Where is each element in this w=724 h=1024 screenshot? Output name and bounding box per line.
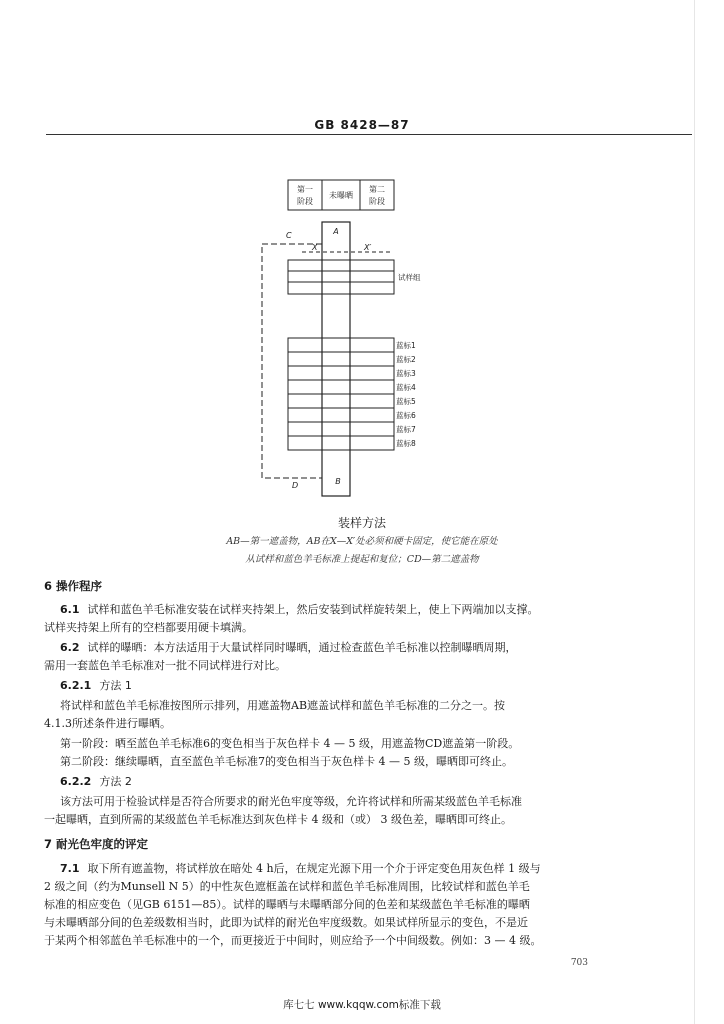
sample-group — [288, 260, 394, 294]
top-label-stage2-line2: 阶段 — [369, 197, 385, 206]
para-6-2-1-stage2: 第二阶段：继续曝晒，直至蓝色羊毛标准7的变色相当于灰色样卡 4 — 5 级，曝晒即可终止。 — [60, 755, 513, 768]
letter-a: A — [333, 227, 339, 236]
para-6-2-1-line2: 4.1.3所述条件进行曝晒。 — [44, 717, 171, 730]
para-7-1-line2: 2 级之间（约为Munsell N 5）的中性灰色遮框盖在试样和蓝色羊毛标准周围，比较试样和蓝色羊毛 — [44, 880, 530, 893]
para-6-1-text1: 试样和蓝色羊毛标准安装在试样夹持架上，然后安装到试样旋转架上，使上下两端加以支撑。 — [87, 603, 539, 616]
blue-label-1: 蓝标1 — [396, 341, 416, 350]
top-label-unexposed: 未曝晒 — [329, 191, 353, 200]
standard-code-header: GB 8428—87 — [314, 118, 410, 132]
blue-label-5: 蓝标5 — [396, 397, 416, 406]
figure-caption-line2: 从试样和蓝色羊毛标准上提起和复位；CD—第二遮盖物 — [245, 554, 479, 565]
figure-caption-line1: AB—第一遮盖物，AB在X—X′处必须和硬卡固定，使它能在原处 — [226, 536, 498, 547]
section-6-heading: 6 操作程序 — [44, 579, 103, 593]
page-number: 703 — [570, 958, 588, 968]
para-7-1-line3: 标准的相应变色（见GB 6151—85）。试样的曝晒与未曝晒部分间的色差和某级蓝色羊毛标准的曝晒 — [44, 898, 530, 911]
para-7-1-line1 — [60, 860, 684, 878]
para-6-2-line1 — [60, 639, 684, 657]
cover-cd — [262, 244, 322, 478]
blue-label-8: 蓝标8 — [396, 439, 416, 448]
para-6-2-line2: 需用一套蓝色羊毛标准对一批不同试样进行对比。 — [44, 659, 286, 672]
blue-standards — [288, 338, 394, 450]
para-7-1-number: 7.1 — [60, 862, 80, 875]
para-6-1-number: 6.1 — [60, 603, 80, 616]
para-6-2-2-line1: 该方法可用于检验试样是否符合所要求的耐光色牢度等级，允许将试样和所需某级蓝色羊毛标准 — [60, 795, 522, 808]
blue-label-7: 蓝标7 — [396, 425, 416, 434]
letter-d: D — [292, 481, 299, 490]
para-6-1-line1 — [60, 601, 684, 619]
letter-c: C — [286, 231, 292, 240]
letter-x: X — [312, 243, 318, 252]
letter-b: B — [335, 477, 341, 486]
blue-label-6: 蓝标6 — [396, 411, 416, 420]
subsection-6-2-1-heading — [60, 677, 132, 693]
subsection-6-2-1-title: 方法 1 — [99, 679, 132, 692]
subsection-6-2-2-title: 方法 2 — [99, 775, 132, 788]
para-7-1-text1: 取下所有遮盖物，将试样放在暗处 4 h后，在规定光源下用一个介于评定变色用灰色样 1 级与 — [87, 862, 541, 875]
para-6-2-text1: 试样的曝晒：本方法适用于大量试样同时曝晒，通过检查蓝色羊毛标准以控制曝晒周期， — [87, 641, 517, 654]
section-7-heading: 7 耐光色牢度的评定 — [44, 837, 149, 851]
cover-ab — [322, 222, 350, 496]
figure-caption-title: 装样方法 — [337, 516, 386, 530]
subsection-6-2-1-number: 6.2.1 — [60, 679, 92, 692]
subsection-6-2-2-number: 6.2.2 — [60, 775, 92, 788]
para-6-2-1-stage1: 第一阶段：晒至蓝色羊毛标准6的变色相当于灰色样卡 4 — 5 级，用遮盖物CD遮盖第一阶段。 — [60, 737, 520, 750]
top-label-stage2-line1: 第二 — [369, 185, 385, 194]
header-rule — [46, 134, 692, 135]
para-6-1-line2: 试样夹持架上所有的空档都要用硬卡填满。 — [44, 621, 253, 634]
sample-group-label: 试样组 — [398, 273, 421, 282]
footer-watermark: 库七七 www.kqqw.com标准下载 — [283, 999, 441, 1011]
para-6-2-1-line1: 将试样和蓝色羊毛标准按图所示排列，用遮盖物AB遮盖试样和蓝色羊毛标准的二分之一。按 — [60, 699, 506, 712]
para-7-1-line4: 与未曝晒部分间的色差级数相当时，此即为试样的耐光色牢度级数。如果试样所显示的变色，不是近 — [44, 916, 528, 929]
para-6-2-number: 6.2 — [60, 641, 80, 654]
para-6-2-2-line2: 一起曝晒，直到所需的某级蓝色羊毛标准达到灰色样卡 4 级和（或） 3 级色差，曝晒即可终止。 — [44, 813, 512, 826]
subsection-6-2-2-heading — [60, 773, 132, 789]
letter-x-prime: X′ — [364, 243, 372, 252]
blue-label-4: 蓝标4 — [396, 383, 416, 392]
top-label-stage1-line1: 第一 — [297, 185, 313, 194]
blue-label-3: 蓝标3 — [396, 369, 416, 378]
top-label-stage1-line2: 阶段 — [297, 197, 313, 206]
sample-mounting-figure — [250, 178, 440, 503]
blue-label-2: 蓝标2 — [396, 355, 416, 364]
para-7-1-line5: 于某两个相邻蓝色羊毛标准中的一个，而更接近于中间时，则应给予一个中间级数。例如：3 — 4 级。 — [44, 934, 542, 947]
scan-edge-line — [694, 0, 695, 1024]
